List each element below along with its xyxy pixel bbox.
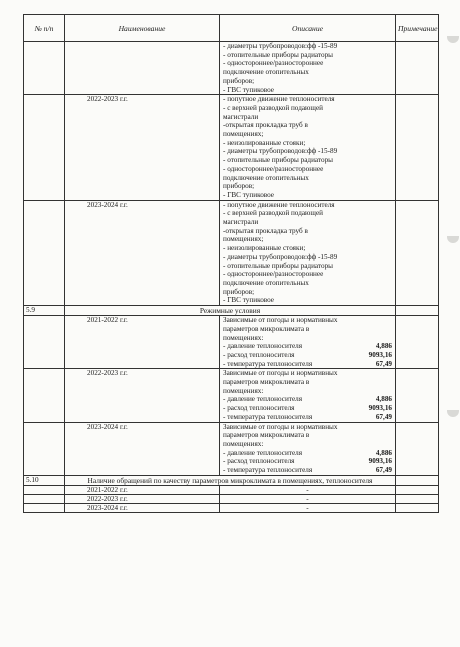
table-row — [24, 316, 439, 369]
description-cell: - попутное движение теплоносителя - с верхней разводкой подающей магистрали -открытая прокладка труб в помещениях; - неизолированные стояки; - диаметры трубопроводов:фф -15-89 - отопительные приборы радиаторы - одностороннее/разностороннее подключение отопительных приборов; - ГВС тупиковое — [220, 200, 396, 305]
binder-hole-mark — [447, 36, 459, 43]
value-cell: - — [220, 494, 396, 503]
table-row — [24, 503, 439, 512]
period-cell: 2023-2024 г.г. — [65, 200, 220, 305]
header-note: Примечание — [396, 15, 439, 42]
header-num: № п/п — [24, 15, 65, 42]
value-cell: - — [220, 485, 396, 494]
header-description: Описание — [220, 15, 396, 42]
section-row — [24, 475, 439, 485]
value-cell: - — [220, 503, 396, 512]
period-cell: 2023-2024 г.г. — [65, 503, 220, 512]
section-number: 5.10 — [24, 475, 65, 485]
period-cell: 2022-2023 г.г. — [65, 95, 220, 200]
period-cell: 2022-2023 г.г. — [65, 494, 220, 503]
period-cell: 2022-2023 г.г. — [65, 369, 220, 422]
description-cell: - диаметры трубопроводов:фф -15-89 - отопительные приборы радиаторы - одностороннее/разностороннее подключение отопительных приборов; - ГВС тупиковое — [220, 42, 396, 95]
table-row — [24, 494, 439, 503]
table-row — [24, 200, 439, 305]
table-row — [24, 42, 439, 95]
table-header-row — [24, 15, 439, 42]
table-row — [24, 422, 439, 475]
binder-hole-mark — [447, 236, 459, 243]
description-cell: Зависимые от погоды и нормативных параметров микроклимата в помещениях: - давление теплоносителя 4,886 - расход теплоносителя 9093,16 - температура теплоносителя 67,49 — [220, 369, 396, 422]
table-row — [24, 95, 439, 200]
section-title: Наличие обращений по качеству параметров микроклимата в помещениях, теплоносителя — [65, 475, 396, 485]
period-cell: 2023-2024 г.г. — [65, 422, 220, 475]
section-number: 5.9 — [24, 306, 65, 316]
table-row — [24, 369, 439, 422]
binder-hole-mark — [447, 410, 459, 417]
description-cell: Зависимые от погоды и нормативных параметров микроклимата в помещениях: - давление теплоносителя 4,886 - расход теплоносителя 9093,16 - температура теплоносителя 67,49 — [220, 422, 396, 475]
section-title: Режимные условия — [65, 306, 396, 316]
period-cell: 2021-2022 г.г. — [65, 316, 220, 369]
description-cell: Зависимые от погоды и нормативных параметров микроклимата в помещениях: - давление теплоносителя 4,886 - расход теплоносителя 9093,16 - температура теплоносителя 67,49 — [220, 316, 396, 369]
specification-table — [23, 14, 439, 513]
description-cell: - попутное движение теплоносителя - с верхней разводкой подающей магистрали -открытая прокладка труб в помещениях; - неизолированные стояки; - диаметры трубопроводов:фф -15-89 - отопительные приборы радиаторы - одностороннее/разностороннее подключение отопительных приборов; - ГВС тупиковое — [220, 95, 396, 200]
table-row — [24, 485, 439, 494]
section-row — [24, 306, 439, 316]
period-cell: 2021-2022 г.г. — [65, 485, 220, 494]
header-name: Наименование — [65, 15, 220, 42]
